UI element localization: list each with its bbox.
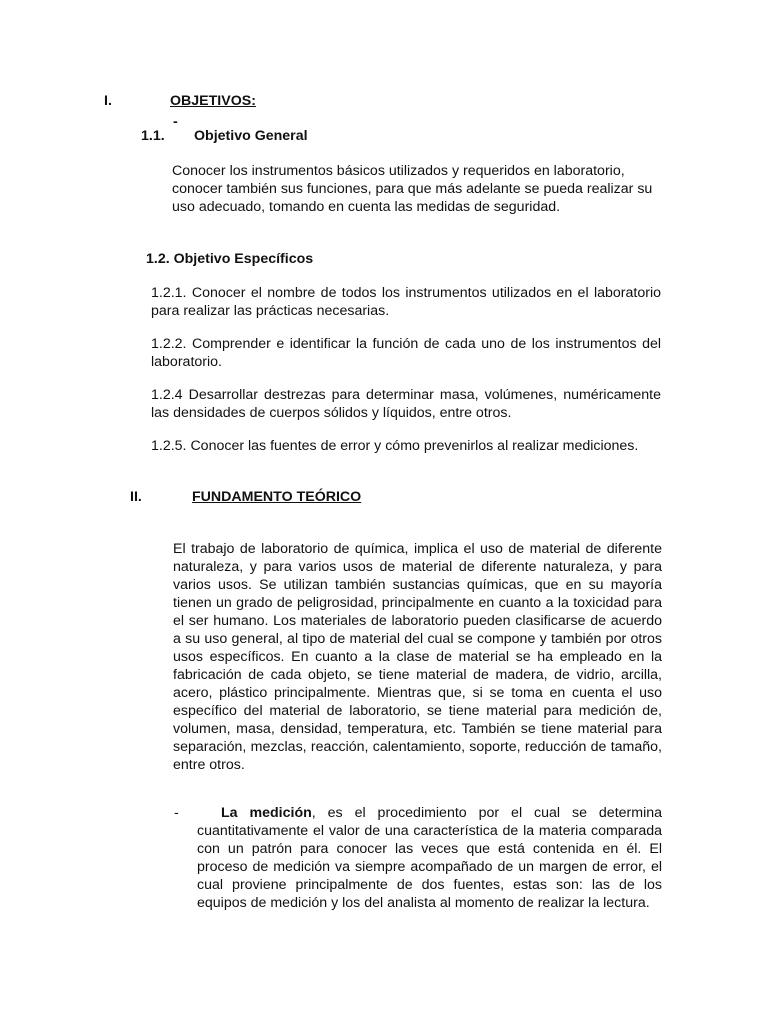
section-1-title: OBJETIVOS:	[170, 93, 256, 109]
measurement-text: , es el procedimiento por el cual se determina cuantitativamente el valor de una característica de la materia comparada con un patrón para conocer las veces que está contenida en él. El proceso de medición va siempre acompañado de un margen de error, el cual proviene principalmente de dos fuentes, estas son: las de los equipos de medición y los del analista al momento de realizar la lectura.	[197, 805, 663, 911]
bullet-dash: -	[174, 805, 179, 821]
general-objective-title: Objetivo General	[194, 128, 308, 144]
theory-paragraph: El trabajo de laboratorio de química, implica el uso de material de diferente naturaleza, y para varios usos de material de diferente naturaleza, y para varios usos. Se utilizan también sustancias químicas, que en su mayoría tienen un grado de peligrosidad, principalmente en cuanto a la toxicidad para el ser humano. Los materiales de laboratorio pueden clasificarse de acuerdo a su uso general, al tipo de material del cual se compone y también por otros usos específicos. En cuanto a la clase de material se ha empleado en la fabricación de cada objeto, se tiene material de madera, de vidrio, arcilla, acero, plástico principalmente. Mientras que, si se toma en cuenta el uso específico del material de laboratorio, se tiene material para medición de, volumen, masa, densidad, temperatura, etc. También se tiene material para separación, mezclas, reacción, calentamiento, soporte, reducción de tamaño, entre otros.	[173, 541, 662, 773]
measurement-term: La medición	[221, 805, 312, 821]
measurement-bullet	[197, 804, 662, 912]
specific-objective-item: 1.2.5. Conocer las fuentes de error y cómo prevenirlos al realizar mediciones.	[151, 438, 639, 454]
general-objective-number: 1.1.	[141, 128, 165, 144]
specific-objective-item: 1.2.4 Desarrollar destrezas para determinar masa, volúmenes, numéricamente las densidades de cuerpos sólidos y líquidos, entre otros.	[151, 387, 661, 421]
specific-objective-item: 1.2.1. Conocer el nombre de todos los instrumentos utilizados en el laboratorio para realizar las prácticas necesarias.	[151, 285, 661, 319]
section-2-number: II.	[130, 489, 142, 505]
specific-objective-item: 1.2.2. Comprender e identificar la función de cada uno de los instrumentos del laboratorio.	[151, 336, 661, 370]
specific-objectives-title: 1.2. Objetivo Específicos	[146, 251, 314, 267]
section-2-title: FUNDAMENTO TEÓRICO	[192, 489, 362, 505]
general-objective-mark: -	[173, 114, 178, 130]
general-objective-text: Conocer los instrumentos básicos utilizados y requeridos en laboratorio, conocer también sus funciones, para que más adelante se pueda realizar su uso adecuado, tomando en cuenta las medidas de seguridad.	[172, 163, 653, 215]
section-1-number: I.	[104, 93, 112, 109]
